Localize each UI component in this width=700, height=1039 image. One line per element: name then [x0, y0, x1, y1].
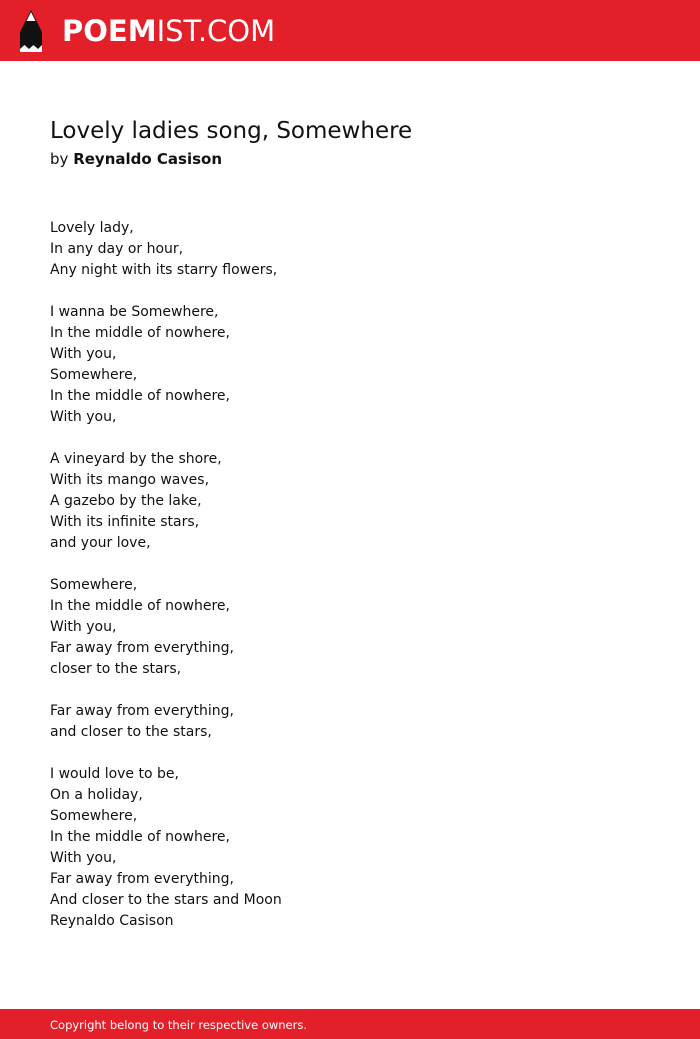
site-logo[interactable]: [62, 12, 275, 50]
poem-line: Far away from everything,: [50, 871, 234, 887]
poem-line: And closer to the stars and Moon: [50, 892, 282, 908]
poem-title: Lovely ladies song, Somewhere: [50, 118, 413, 144]
poem-line: With its mango waves,: [50, 472, 210, 488]
poem-line: In the middle of nowhere,: [50, 829, 230, 845]
byline: [50, 148, 222, 170]
poem-stanza: [50, 302, 650, 428]
site-header: [0, 0, 700, 61]
poem-line: Somewhere,: [50, 577, 138, 593]
poem-line: Reynaldo Casison: [50, 913, 174, 929]
poem-line: With its infinite stars,: [50, 514, 200, 530]
poem-line: With you,: [50, 346, 117, 362]
logo-text-light: IST.COM: [156, 14, 276, 48]
author-name: Reynaldo Casison: [73, 150, 223, 168]
poem-line: Somewhere,: [50, 808, 138, 824]
poem-stanza: [50, 449, 650, 554]
poem-stanza: [50, 701, 650, 743]
poem-line: With you,: [50, 619, 117, 635]
poem-line: Lovely lady,: [50, 220, 134, 236]
poem-line: Somewhere,: [50, 367, 138, 383]
poem-stanza: [50, 575, 650, 680]
poem-stanza: [50, 218, 650, 281]
poem-line: and closer to the stars,: [50, 724, 212, 740]
by-label: by: [50, 150, 69, 168]
poem-line: In the middle of nowhere,: [50, 388, 230, 404]
poem-line: and your love,: [50, 535, 151, 551]
poem-line: With you,: [50, 850, 117, 866]
poem-line: With you,: [50, 409, 117, 425]
logo-text-bold: POEM: [62, 14, 157, 48]
poem-line: In any day or hour,: [50, 241, 184, 257]
poem-line: A vineyard by the shore,: [50, 451, 222, 467]
poem-stanza: [50, 764, 650, 932]
site-footer: [0, 1009, 700, 1039]
poem-body: [50, 218, 650, 953]
poem-line: A gazebo by the lake,: [50, 493, 202, 509]
copyright-text: Copyright belong to their respective owners.: [50, 1018, 308, 1032]
poem-line: In the middle of nowhere,: [50, 598, 230, 614]
poem-line: In the middle of nowhere,: [50, 325, 230, 341]
poem-line: Far away from everything,: [50, 703, 234, 719]
poem-line: closer to the stars,: [50, 661, 182, 677]
poem-line: I would love to be,: [50, 766, 179, 782]
poem-line: Any night with its starry flowers,: [50, 262, 278, 278]
pencil-logo-icon[interactable]: [18, 10, 44, 52]
poem-line: On a holiday,: [50, 787, 143, 803]
poem-line: I wanna be Somewhere,: [50, 304, 219, 320]
poem-line: Far away from everything,: [50, 640, 234, 656]
